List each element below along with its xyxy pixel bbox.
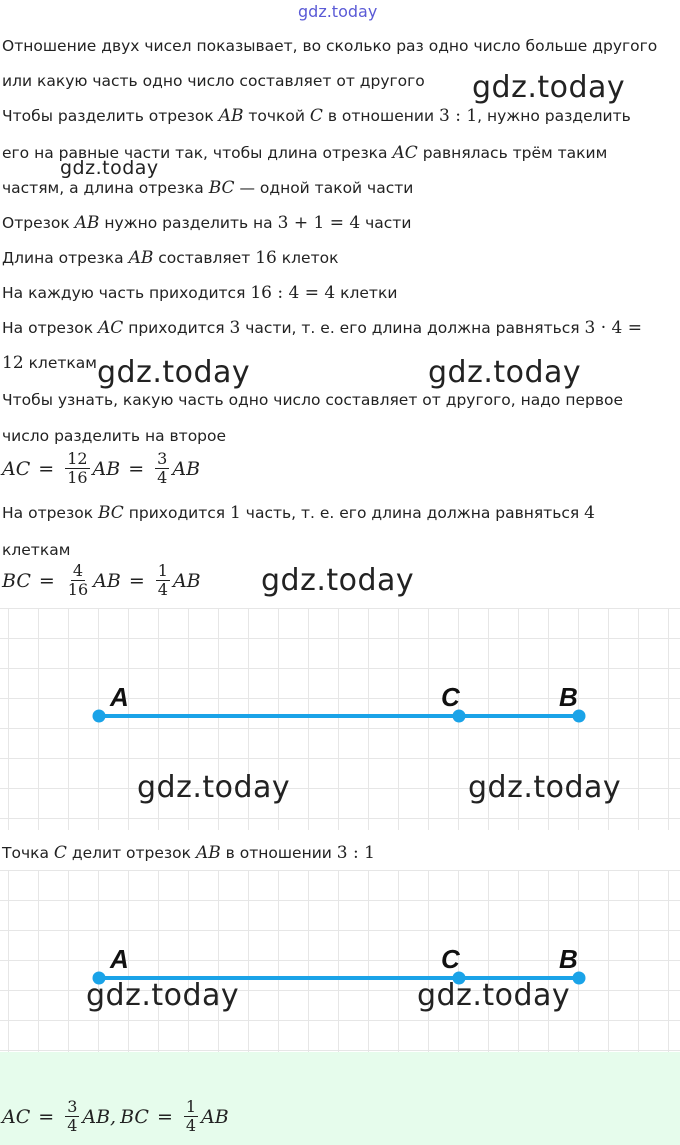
formula-term: AB: [93, 569, 121, 592]
formula-operator: =: [38, 1105, 55, 1128]
watermark: gdz.today: [472, 70, 626, 105]
formula-term: AB: [172, 569, 201, 592]
fraction: [156, 562, 170, 599]
text-span: приходится: [123, 504, 231, 522]
fraction-denominator: 4: [157, 580, 168, 599]
math-span: AC: [97, 318, 124, 338]
text-line-1: Отношение двух чисел показывает, во сколько раз одно число больше другого: [2, 37, 658, 55]
formula-term: BC: [2, 569, 31, 592]
text-span: — одной такой части: [234, 179, 414, 197]
fraction-numerator: 3: [157, 449, 168, 468]
text-span: На каждую часть приходится: [2, 284, 251, 302]
text-line-2: или какую часть одно число составляет от другого: [2, 72, 425, 90]
text-line-8: [2, 283, 397, 303]
formula-operator: =: [38, 569, 55, 592]
text-span: составляет: [153, 249, 256, 267]
text-line-5: [2, 178, 413, 198]
math-span: BC: [208, 178, 235, 198]
text-line-12: число разделить на второе: [2, 427, 227, 445]
text-line-13: [2, 503, 595, 523]
math-span: BC: [97, 503, 124, 523]
text-span: части: [360, 214, 412, 232]
math-span: 16: [255, 248, 277, 268]
fraction: [65, 1098, 79, 1135]
watermark: gdz.today: [428, 355, 582, 390]
text-span: Чтобы разделить отрезок: [2, 107, 219, 125]
text-span: клетки: [335, 284, 398, 302]
fraction-denominator: 4: [157, 468, 168, 487]
watermark: gdz.today: [468, 770, 622, 805]
answer-formula: [2, 1098, 229, 1135]
watermark: gdz.today: [261, 563, 415, 598]
formula-ac: [2, 450, 200, 487]
text-line-6: [2, 213, 411, 233]
fraction-numerator: 3: [67, 1097, 78, 1116]
fraction: [66, 562, 90, 599]
math-span: 12: [2, 353, 24, 373]
formula-operator: =: [128, 457, 145, 480]
math-span: 4: [584, 503, 595, 523]
answer-box: [0, 1052, 680, 1145]
formula-term: AB,: [82, 1105, 117, 1128]
text-span: Отрезок: [2, 214, 75, 232]
text-span: в отношении: [220, 844, 337, 862]
formula-operator: =: [156, 1105, 173, 1128]
text-span: Точка: [2, 844, 54, 862]
math-span: AB: [218, 106, 244, 126]
text-span: На отрезок: [2, 319, 98, 337]
formula-term: AC: [2, 1105, 31, 1128]
fraction-denominator: 4: [67, 1116, 78, 1135]
text-line-15: [2, 843, 375, 863]
point-label-a: A: [110, 682, 129, 712]
math-span: 3 : 1: [438, 106, 478, 126]
text-line-14: клеткам: [2, 541, 71, 559]
fraction-numerator: 1: [185, 1097, 197, 1116]
math-span: 16 : 4 = 4: [250, 283, 336, 303]
site-watermark[interactable]: gdz.today: [298, 2, 378, 21]
fraction: [184, 1098, 198, 1135]
math-span: 3 + 1 = 4: [277, 213, 361, 233]
math-span: 1: [230, 503, 241, 523]
watermark: gdz.today: [137, 770, 291, 805]
text-span: клеток: [276, 249, 339, 267]
watermark: gdz.today: [97, 355, 251, 390]
fraction-denominator: 16: [67, 580, 89, 599]
watermark: gdz.today: [60, 157, 159, 179]
point-label-c: C: [441, 682, 460, 712]
fraction-denominator: 4: [185, 1116, 197, 1135]
watermark: gdz.today: [86, 978, 240, 1013]
text-span: точкой: [243, 107, 310, 125]
fraction-numerator: 12: [67, 449, 88, 468]
point-label-a: A: [110, 944, 129, 974]
watermark: gdz.today: [417, 978, 571, 1013]
formula-term: AB: [201, 1105, 229, 1128]
text-span: На отрезок: [2, 504, 98, 522]
point-label-b: B: [559, 944, 578, 974]
math-span: AB: [195, 843, 221, 863]
formula-operator: =: [38, 457, 55, 480]
formula-term: AB: [92, 457, 121, 480]
math-span: AB: [128, 248, 154, 268]
text-span: равнялась трём таким: [417, 144, 608, 162]
segment-ab-diagram: [0, 870, 680, 1052]
point-label-b: B: [559, 682, 578, 712]
formula-term: AB: [172, 457, 201, 480]
fraction: [155, 450, 169, 487]
fraction-numerator: 1: [157, 561, 168, 580]
math-span: 3: [229, 318, 241, 338]
grid-figure-2: [0, 870, 680, 1052]
fraction: [65, 450, 89, 487]
math-span: C: [53, 843, 67, 863]
text-span: частям, а длина отрезка: [2, 179, 209, 197]
text-line-9: [2, 318, 642, 338]
text-span: нужно разделить на: [99, 214, 278, 232]
fraction-numerator: 4: [72, 561, 84, 580]
text-span: приходится: [123, 319, 230, 337]
math-span: C: [309, 106, 323, 126]
text-span: части, т. е. его длина должна равняться: [240, 319, 585, 337]
text-span: делит отрезок: [66, 844, 196, 862]
fraction-denominator: 16: [67, 468, 88, 487]
text-span: клеткам: [23, 354, 97, 372]
text-line-7: [2, 248, 338, 268]
formula-bc: [2, 562, 201, 599]
point-a: [93, 710, 106, 723]
math-span: 3 · 4 =: [584, 318, 643, 338]
text-span: его на равные части так, чтобы длина отрезка: [2, 144, 393, 162]
point-label-c: C: [441, 944, 460, 974]
math-span: 3 : 1: [336, 843, 375, 863]
text-line-3: [2, 106, 631, 126]
text-span: часть, т. е. его длина должна равняться: [240, 504, 585, 522]
text-line-10: [2, 353, 97, 373]
math-span: AC: [392, 143, 418, 163]
formula-operator: =: [128, 569, 145, 592]
text-line-11: Чтобы узнать, какую часть одно число составляет от другого, надо первое: [2, 391, 623, 409]
text-span: , нужно разделить: [477, 107, 631, 125]
math-span: AB: [74, 213, 100, 233]
text-span: в отношении: [322, 107, 439, 125]
formula-term: AC: [2, 457, 31, 480]
formula-term: BC: [120, 1105, 149, 1128]
text-span: Длина отрезка: [2, 249, 129, 267]
